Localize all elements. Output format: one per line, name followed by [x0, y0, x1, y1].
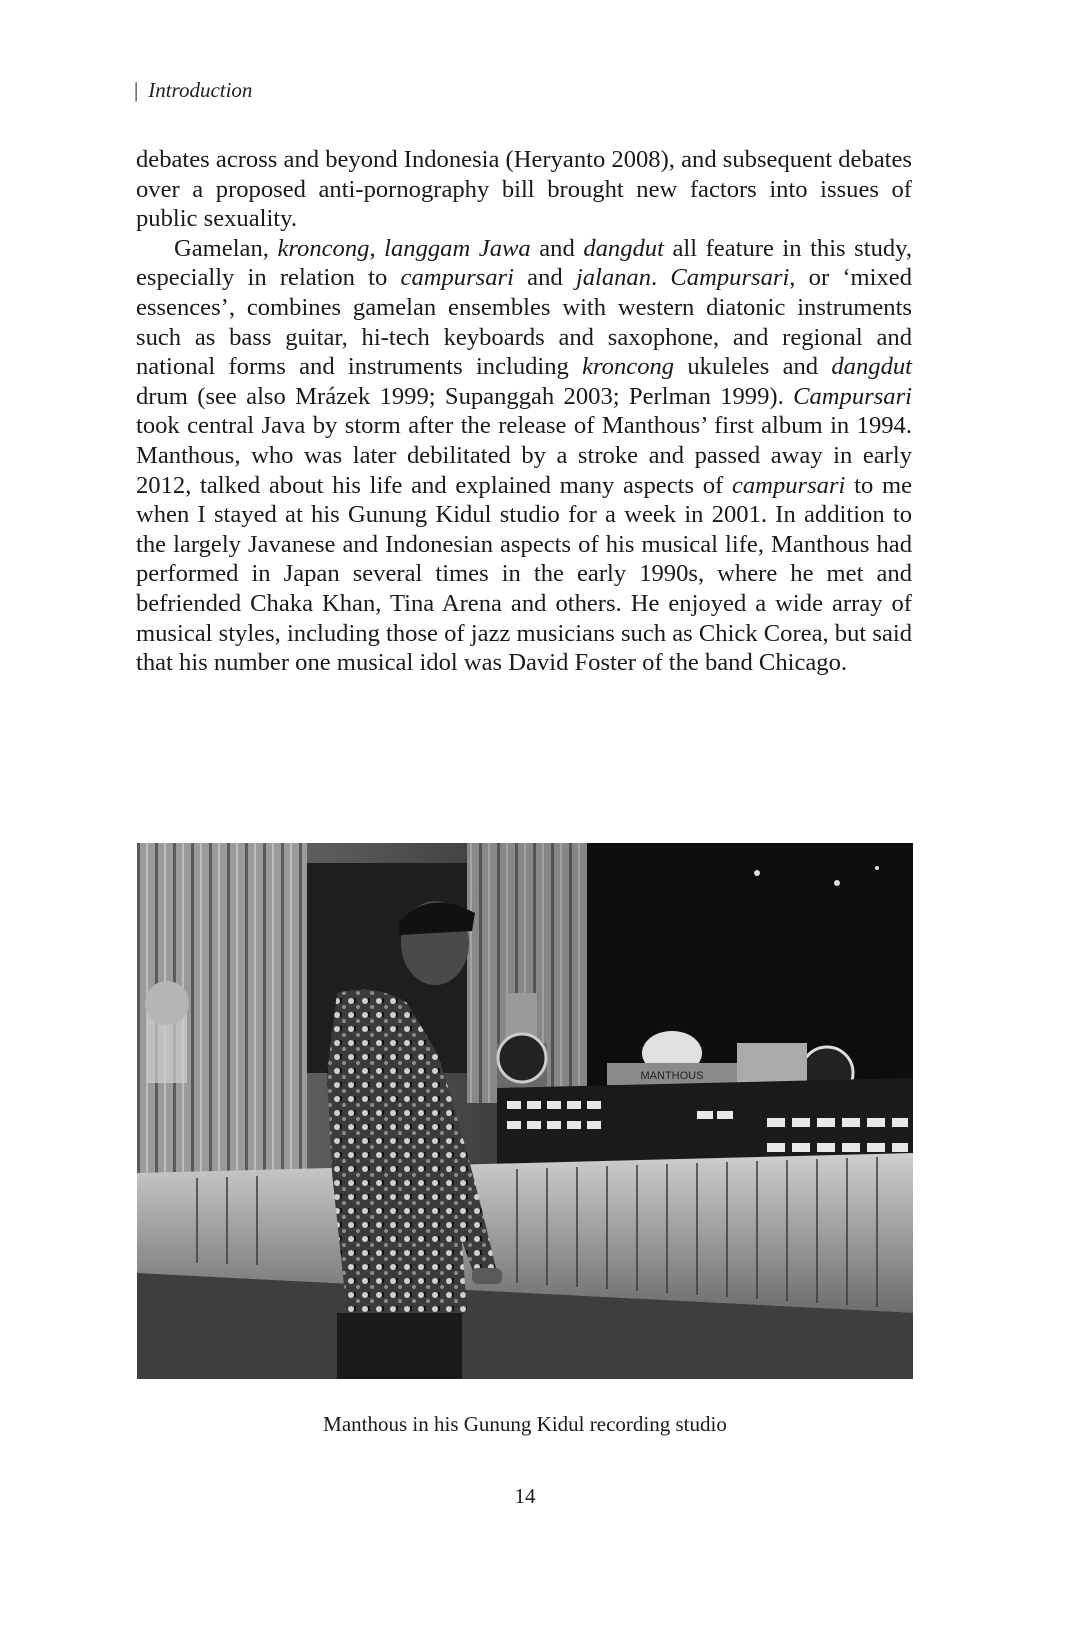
console-label: MANTHOUS [640, 1070, 704, 1082]
text-run: ukuleles and [674, 353, 832, 381]
studio-photo-drawing [137, 843, 913, 1379]
text-run: drum (see also Mrázek 1999; Supanggah 2003; Perlman 1999). [136, 382, 794, 410]
italic-term: Campursari [793, 382, 912, 410]
running-head-separator: | [134, 78, 139, 102]
paragraph-2 [136, 234, 912, 678]
studio-photo [137, 843, 913, 1379]
paragraph-1: debates across and beyond Indonesia (Heryanto 2008), and subsequent debates over a proposed anti-pornography bill brought new factors into issues of public sexuality. [136, 146, 912, 233]
figure-caption: Manthous in his Gunung Kidul recording studio [323, 1412, 727, 1436]
text-run: all feature in this study, especially in relation to [136, 234, 913, 292]
running-head-title: Introduction [148, 78, 253, 102]
italic-term: campursari [400, 264, 514, 292]
text-run: took central Java by storm after the release of Manthous’ first album in 1994. Manthous, who was later debilitated by a stroke and passed away in early 2012, talked about his life and explained many aspects of [136, 412, 912, 499]
body-text [136, 145, 912, 678]
page-number: 14 [514, 1484, 536, 1508]
text-run: , or ‘mixed essences’, combines gamelan ensembles with western diatonic instruments such as bass guitar, hi-tech keyboards and saxophone, and regional and national forms and instruments including [136, 264, 913, 381]
italic-term: dangdut [583, 234, 664, 262]
italic-term: Campursari [670, 264, 790, 292]
text-run: and [513, 264, 576, 292]
text-run: . [651, 264, 671, 292]
italic-term: kroncong [277, 234, 370, 262]
italic-term: kroncong [582, 353, 675, 381]
text-run: Gamelan, [174, 234, 278, 262]
italic-term: langgam Jawa [384, 234, 531, 262]
text-run: and [530, 234, 584, 262]
text-run: , [369, 234, 385, 262]
text-run: to me when I stayed at his Gunung Kidul studio for a week in 2001. In addition to the largely Javanese and Indonesian aspects of his musical life, Manthous had performed in Japan several times in the early 1990s, where he met and befriended Chaka Khan, Tina Arena and others. He enjoyed a wide array of musical styles, including those of jazz musicians such as Chick Corea, but said that his number one musical idol was David Foster of the band Chicago. [136, 471, 912, 677]
italic-term: dangdut [831, 353, 912, 381]
italic-term: jalanan [575, 264, 652, 292]
italic-term: campursari [731, 471, 846, 499]
running-head [134, 78, 252, 103]
